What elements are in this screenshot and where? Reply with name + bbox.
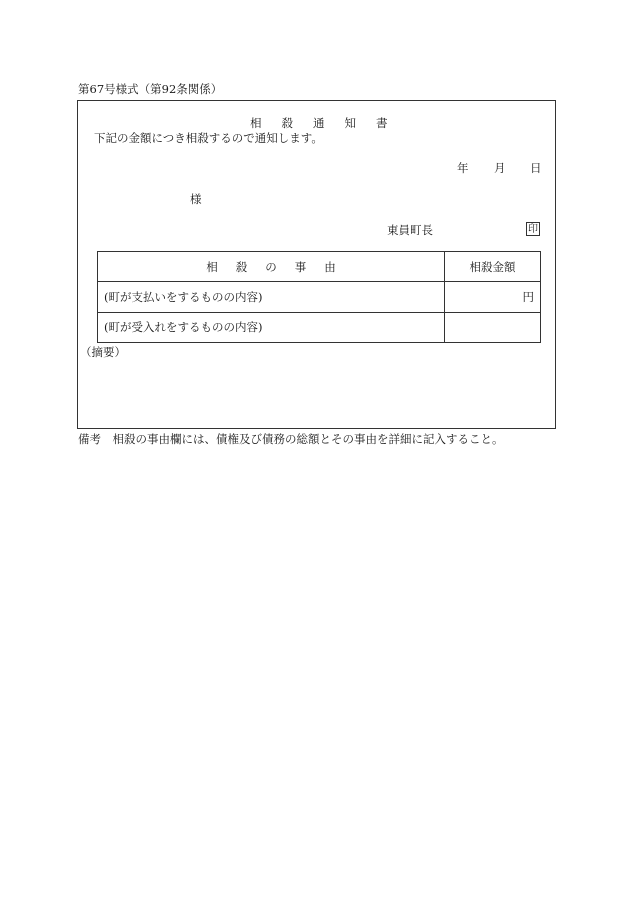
row-amount-receipt — [445, 312, 541, 342]
row-amount-payment: 円 — [445, 282, 541, 312]
seal-mark: 印 — [528, 224, 538, 235]
intro-text: 下記の金額につき相殺するので通知します。 — [94, 131, 323, 145]
document-title — [250, 118, 388, 130]
addressee-suffix: 様 — [190, 192, 202, 206]
date-day-label: 日 — [530, 161, 542, 175]
table-row — [98, 312, 541, 342]
title-char: 相 — [250, 116, 262, 130]
title-char: 通 — [313, 116, 325, 130]
date-month-label: 月 — [494, 161, 506, 175]
title-char: 書 — [376, 116, 388, 130]
header-char: 由 — [324, 259, 336, 274]
remarks-note: 備考 相殺の事由欄には、債権及び債務の総額とその事由を詳細に記入すること。 — [78, 432, 504, 446]
header-char: 相 — [206, 259, 218, 274]
offset-table — [97, 251, 541, 343]
issuer-name: 東員町長 — [387, 223, 433, 237]
title-char: 殺 — [281, 116, 293, 130]
header-char: の — [265, 259, 277, 274]
header-char: 事 — [294, 259, 307, 274]
row-reason-receipt: (町が受入れをするものの内容) — [98, 312, 445, 342]
form-reference: 第67号様式（第92条関係） — [78, 82, 223, 96]
date-year-label: 年 — [457, 161, 469, 175]
row-reason-payment: (町が支払いをするものの内容) — [98, 282, 445, 312]
header-amount: 相殺金額 — [445, 252, 541, 282]
title-char: 知 — [344, 116, 356, 130]
header-char: 殺 — [235, 259, 248, 274]
summary-label: （摘要） — [80, 345, 126, 359]
header-reason — [98, 252, 445, 282]
table-header-row — [98, 252, 541, 282]
table-row — [98, 282, 541, 312]
